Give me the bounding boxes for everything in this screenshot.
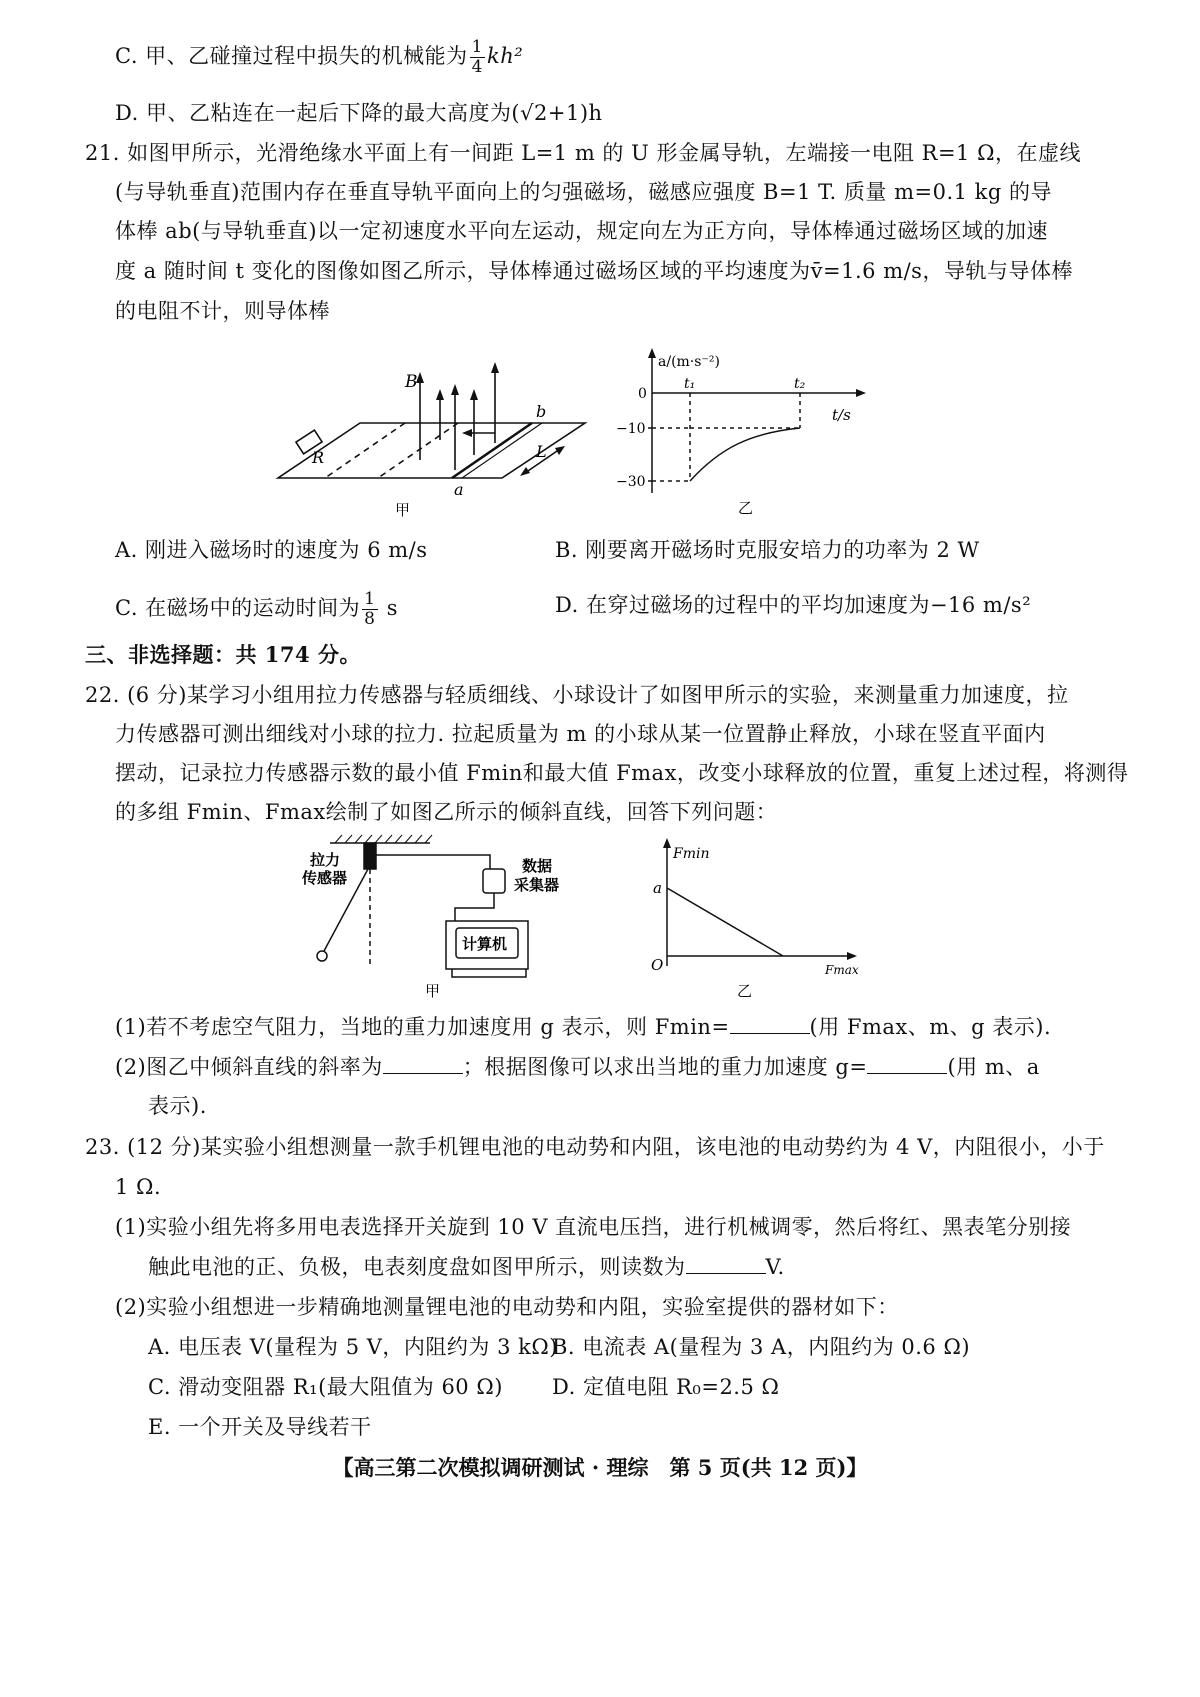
- q23-line-1: 23. (12 分)某实验小组想测量一款手机锂电池的电动势和内阻，该电池的电动势约为 4 V，内阻很小，小于: [85, 1135, 1105, 1159]
- answer-blank[interactable]: [867, 1053, 947, 1074]
- q23-sub-1-line-2: 触此电池的正、负极，电表刻度盘如图甲所示，则读数为 V.: [148, 1255, 785, 1279]
- label-B: B: [405, 372, 418, 392]
- q23-item-d: D. 定值电阻 R₀=2.5 Ω: [552, 1375, 780, 1399]
- t2-label: t₂: [794, 376, 806, 392]
- collector-label-2: 采集器: [514, 876, 560, 894]
- q20-option-c: C. 甲、乙碰撞过程中损失的机械能为 $\frac{1}{4}$ kh²: [115, 37, 524, 77]
- q21-line-3: 体棒 ab(与导轨垂直)以一定初速度水平向左运动，规定向左为正方向，导体棒通过磁场区域的加速: [115, 219, 1049, 243]
- answer-blank[interactable]: [686, 1253, 766, 1274]
- origin-label: O: [651, 956, 664, 974]
- q20-option-d: D. 甲、乙粘连在一起后下降的最大高度为(√2+1)h: [115, 101, 603, 125]
- label-L: L: [536, 442, 547, 461]
- origin-label: 0: [638, 386, 647, 402]
- q23-item-b: B. 电流表 A(量程为 3 A，内阻约为 0.6 Ω): [552, 1335, 971, 1359]
- q23-item-e: E. 一个开关及导线若干: [148, 1415, 372, 1439]
- figure-label-yi: 乙: [738, 499, 754, 517]
- intercept-label-a: a: [653, 879, 662, 897]
- q22-sub-2-cont: 表示).: [148, 1094, 207, 1118]
- q21-figure-at-graph: [610, 348, 880, 528]
- q21-option-c: C. 在磁场中的运动时间为 $\frac{1}{8}$ s: [115, 589, 398, 629]
- y-tick-minus30: −30: [616, 474, 646, 490]
- q22-line-3: 摆动，记录拉力传感器示数的最小值 Fmin和最大值 Fmax，改变小球释放的位置，重复上述过程，将测得: [115, 761, 1129, 785]
- fraction: $\frac{1}{8}$: [364, 589, 376, 629]
- q23-sub-1-line-1: (1)实验小组先将多用电表选择开关旋到 10 V 直流电压挡，进行机械调零，然后将红、黑表笔分别接: [115, 1215, 1072, 1239]
- q21-option-d: D. 在穿过磁场的过程中的平均加速度为−16 m/s²: [555, 593, 1032, 617]
- figure-label-jia: 甲: [395, 501, 411, 519]
- q22-figure-apparatus: [300, 833, 560, 1005]
- q21-option-a: A. 刚进入磁场时的速度为 6 m/s: [115, 538, 428, 562]
- axis-label-t: t/s: [832, 406, 851, 424]
- q22-line-4: 的多组 Fmin、Fmax绘制了如图乙所示的倾斜直线，回答下列问题：: [115, 800, 778, 824]
- q21-line-2: (与导轨垂直)范围内存在垂直导轨平面向上的匀强磁场，磁感应强度 B=1 T. 质量 m=0.1 kg 的导: [115, 180, 1052, 204]
- q22-sub-1: (1)若不考虑空气阻力，当地的重力加速度用 g 表示，则 Fmin= (用 Fmax、m、g 表示).: [115, 1015, 1052, 1039]
- page-footer: 【高三第二次模拟调研测试 · 理综 第 5 页(共 12 页)】: [332, 1455, 868, 1480]
- q22-line-1: 22. (6 分)某学习小组用拉力传感器与轻质细线、小球设计了如图甲所示的实验，来测量重力加速度，拉: [85, 683, 1069, 707]
- q23-line-2: 1 Ω.: [115, 1175, 162, 1199]
- section-heading: 三、非选择题：共 174 分。: [85, 642, 361, 667]
- q21-line-4: 度 a 随时间 t 变化的图像如图乙所示，导体棒通过磁场区域的平均速度为v̄=1.6 m/s，导轨与导体棒: [115, 259, 1073, 283]
- axis-label-a: a/(m·s⁻²): [658, 354, 720, 370]
- q23-item-a: A. 电压表 V(量程为 5 V，内阻约为 3 kΩ): [148, 1335, 558, 1359]
- q21-option-b: B. 刚要离开磁场时克服安培力的功率为 2 W: [555, 538, 980, 562]
- figure-label-jia: 甲: [425, 982, 441, 1000]
- label-b: b: [536, 402, 547, 421]
- q22-line-2: 力传感器可测出细线对小球的拉力. 拉起质量为 m 的小球从某一位置静止释放，小球在竖直平面内: [115, 722, 1046, 746]
- sensor-label-2: 传感器: [302, 869, 348, 887]
- label-R: R: [312, 448, 325, 467]
- axis-label-fmax: Fmax: [825, 963, 859, 977]
- answer-blank[interactable]: [730, 1013, 810, 1034]
- y-tick-minus10: −10: [616, 421, 646, 437]
- axis-label-fmin: Fmin: [673, 846, 710, 862]
- computer-label: 计算机: [462, 935, 508, 953]
- q22-sub-2: (2)图乙中倾斜直线的斜率为 ；根据图像可以求出当地的重力加速度 g= (用 m、a: [115, 1055, 1040, 1079]
- collector-label-1: 数据: [522, 857, 553, 875]
- q21-line-1: 21. 如图甲所示，光滑绝缘水平面上有一间距 L=1 m 的 U 形金属导轨，左端接一电阻 R=1 Ω，在虚线: [85, 141, 1081, 165]
- q21-figure-rails: [270, 345, 600, 525]
- label-a: a: [454, 480, 464, 499]
- t1-label: t₁: [684, 376, 696, 392]
- q22-figure-line-graph: [645, 838, 865, 1003]
- figure-label-yi: 乙: [737, 982, 753, 1000]
- answer-blank[interactable]: [383, 1053, 463, 1074]
- sensor-label-1: 拉力: [310, 851, 341, 869]
- q23-item-c: C. 滑动变阻器 R₁(最大阻值为 60 Ω): [148, 1375, 503, 1399]
- q23-sub-2: (2)实验小组想进一步精确地测量锂电池的电动势和内阻，实验室提供的器材如下：: [115, 1295, 899, 1319]
- q21-line-5: 的电阻不计，则导体棒: [115, 299, 330, 323]
- fraction: $\frac{1}{4}$: [471, 37, 483, 77]
